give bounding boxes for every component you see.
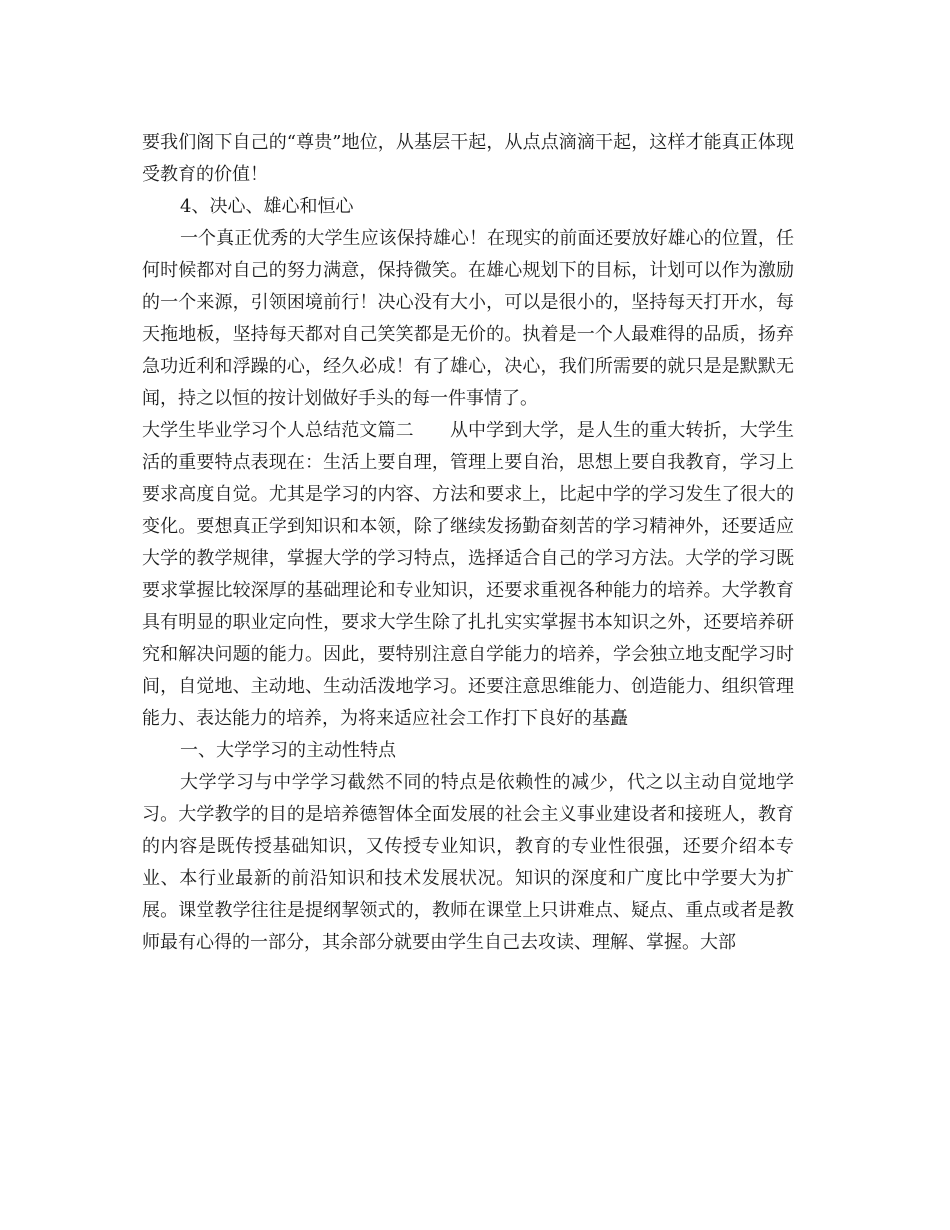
section-heading-1: 一、大学学习的主动性特点 <box>180 740 396 761</box>
document-page <box>142 127 794 959</box>
paragraph-ambition: 一个真正优秀的大学生应该保持雄心！在现实的前面还要放好雄心的位置，任何时候都对自己的努力满意，保持微笑。在雄心规划下的目标，计划可以作为激励的一个来源，引领困境前行！决心没有大小，可以是很小的，坚持每天打开水，每天拖地板，坚持每天都对自己笑笑都是无价的。执着是一个人最难得的品质，扬弃急功近利和浮躁的心，经久必成！有了雄心，决心，我们所需要的就只是是默默无闻，持之以恒的按计划做好手头的每一件事情了。 <box>142 228 794 409</box>
paragraph-continuation: 要我们阁下自己的“尊贵”地位，从基层干起，从点点滴滴干起，这样才能真正体现受教育的价值！ <box>142 132 794 185</box>
paragraph-article-two: 大学生毕业学习个人总结范文篇二 从中学到大学，是人生的重大转折，大学生活的重要特点表现在：生活上要自理，管理上要自治，思想上要自我教育，学习上要求高度自觉。尤其是学习的内容、方法和要求上，比起中学的学习发生了很大的变化。要想真正学到知识和本领，除了继续发扬勤奋刻苦的学习精神外，还要适应大学的教学规律，掌握大学的学习特点，选择适合自己的学习方法。大学的学习既要求掌握比较深厚的基础理论和专业知识，还要求重视各种能力的培养。大学教育具有明显的职业定向性，要求大学生除了扎扎实实掌握书本知识之外，还要培养研究和解决问题的能力。因此，要特别注意自学能力的培养，学会独立地支配学习时间，自觉地、主动地、生动活泼地学习。还要注意思维能力、创造能力、组织管理能力、表达能力的培养，为将来适应社会工作打下良好的基矗 <box>142 420 794 729</box>
section-heading-4: 4、决心、雄心和恒心 <box>180 196 354 217</box>
paragraph-initiative: 大学学习与中学学习截然不同的特点是依赖性的减少，代之以主动自觉地学习。大学教学的目的是培养德智体全面发展的社会主义事业建设者和接班人，教育的内容是既传授基础知识，又传授专业知识，教育的专业性很强，还要介绍本专业、本行业最新的前沿知识和技术发展状况。知识的深度和广度比中学要大为扩展。课堂教学往往是提纲挈领式的，教师在课堂上只讲难点、疑点、重点或者是教师最有心得的一部分，其余部分就要由学生自己去攻读、理解、掌握。大部 <box>142 772 794 953</box>
